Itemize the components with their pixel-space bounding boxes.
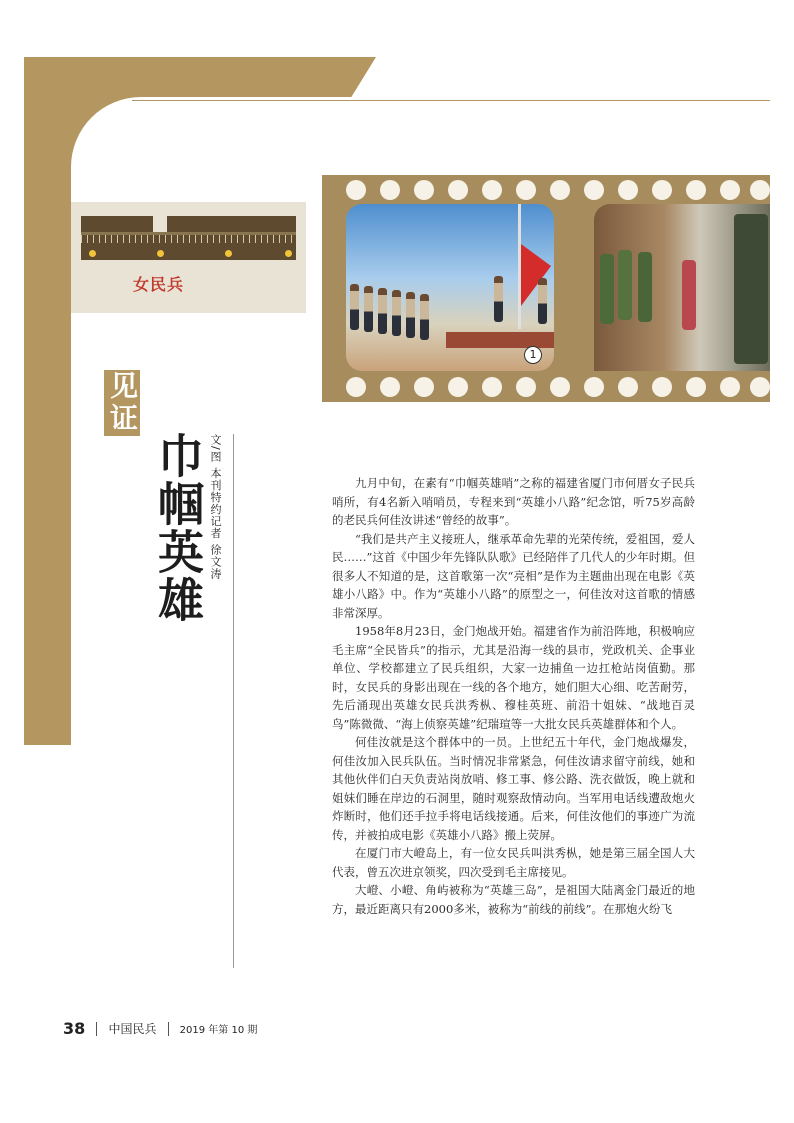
band-corner [71,97,141,177]
photo-flag-raising [346,204,554,371]
left-band [24,57,71,745]
column-label: 女民兵 [133,275,185,294]
page-number: 38 [63,1019,86,1038]
column-header [71,202,306,313]
paragraph: 1958年8月23日，金门炮战开始。福建省作为前沿阵地，积极响应毛主席“全民皆兵”的指示，尤其是沿海一线的县市，党政机关、企事业单位、学校都建立了民兵组织，大家一边捕鱼一边扛枪站岗值勤。那时，女民兵的身影出现在一线的各个地方，她们胆大心细、吃苦耐劳，先后涌现出英雄女民兵洪秀枞、穆桂英班、前沿十姐妹、“战地百灵鸟”陈微微、“海上侦察英雄”纪瑞瑄等一大批女民兵英雄群体和个人。 [332,624,695,731]
paragraph: 何佳汝就是这个群体中的一员。上世纪五十年代，金门炮战爆发，何佳汝加入民兵队伍。当时情况非常紧急，何佳汝请求留守前线，她和其他伙伴们白天负责站岗放哨、修工事、修公路、洗衣做饭，晚上就和姐妹们睡在岸边的石洞里，随时观察敌情动向。当军用电话线遭敌炮火炸断时，他们还手拉手将电话线接通。后来，何佳汝他们的事迹广为流传，并被拍成电影《英雄小八路》搬上荧屏。 [332,735,695,842]
paragraph: 九月中旬，在素有“巾帼英雄哨”之称的福建省厦门市何厝女子民兵哨所，有4名新入哨哨员，专程来到“英雄小八路”纪念馆，听75岁高龄的老民兵何佳汝讲述“曾经的故事”。 [332,476,695,527]
magazine-name: 中国民兵 [108,1022,157,1036]
page-footer [63,1018,257,1038]
paragraph: 在厦门市大嶝岛上，有一位女民兵叫洪秀枞，她是第三届全国人大代表，曾五次进京领奖，四次受到毛主席接见。 [332,846,695,879]
vertical-rule [233,434,234,968]
section-tag: 见证 [106,371,139,435]
top-rule [132,100,770,101]
film-strip [322,175,770,402]
byline: 文/图 本刊特约记者 徐文涛 [209,434,222,580]
paragraph: 大嶝、小嶝、角屿被称为“英雄三岛”，是祖国大陆离金门最近的地方，最近距离只有2000多米，被称为“前线的前线”。在那炮火纷飞 [332,883,695,916]
photo-museum-visit [594,204,770,371]
paragraph: “我们是共产主义接班人，继承革命先辈的光荣传统，爱祖国，爱人民……”这首《中国少年先锋队队歌》已经陪伴了几代人的少年时期。但很多人不知道的是，这首歌第一次“亮相”是作为主题曲出现在电影《英雄小八路》中。作为“英雄小八路”的原型之一，何佳汝对这首歌的情感非常深厚。 [332,531,695,620]
photo-number-badge: 1 [524,346,542,364]
headline: 巾帼英雄 [151,432,205,624]
header-band [24,57,376,97]
issue-label: 2019 年第 10 期 [179,1025,258,1036]
column-ruler-graphic [81,216,296,260]
article-body [332,474,695,918]
